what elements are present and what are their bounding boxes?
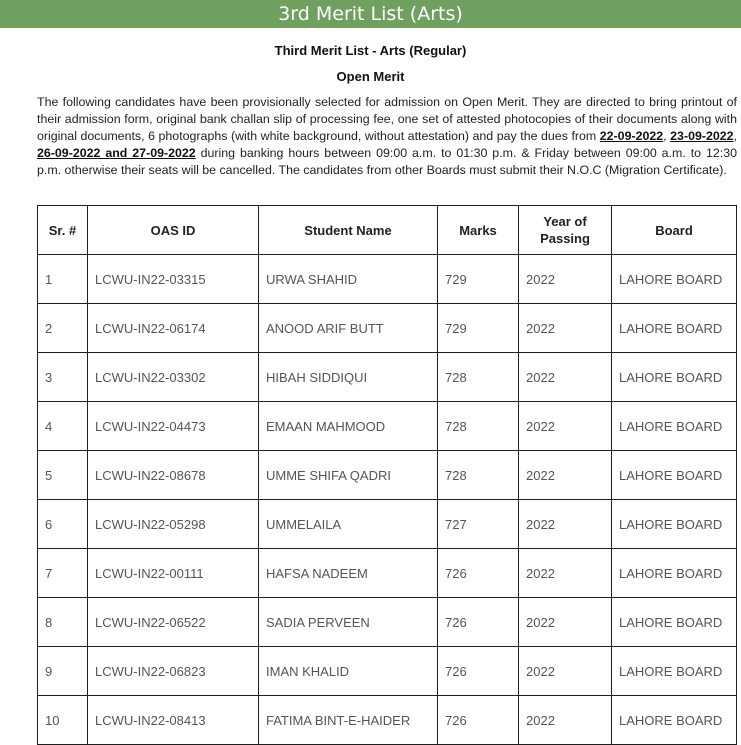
cell-board: LAHORE BOARD [612,255,737,304]
column-header-oas-id: OAS ID [88,206,259,255]
cell-sr: 6 [38,500,88,549]
cell-oas-id: LCWU-IN22-06174 [88,304,259,353]
cell-year: 2022 [519,402,612,451]
cell-marks: 728 [438,402,519,451]
cell-year: 2022 [519,549,612,598]
merit-category-title: Open Merit [336,69,405,84]
cell-student-name: UMME SHIFA QADRI [259,451,438,500]
cell-board: LAHORE BOARD [612,451,737,500]
cell-board: LAHORE BOARD [612,402,737,451]
merit-list-title: Third Merit List - Arts (Regular) [274,43,467,58]
table-row [38,402,737,451]
cell-marks: 728 [438,353,519,402]
cell-marks: 729 [438,304,519,353]
cell-year: 2022 [519,451,612,500]
column-header-board: Board [612,206,737,255]
cell-oas-id: LCWU-IN22-03315 [88,255,259,304]
cell-student-name: FATIMA BINT-E-HAIDER [259,696,438,745]
dues-date-1: 22-09-2022 [599,129,664,143]
cell-student-name: HIBAH SIDDIQUI [259,353,438,402]
cell-marks: 729 [438,255,519,304]
cell-board: LAHORE BOARD [612,500,737,549]
cell-marks: 728 [438,451,519,500]
column-header-year-of-passing: Year of Passing [519,206,612,255]
column-header-sr: Sr. # [38,206,88,255]
table-row [38,255,737,304]
cell-student-name: EMAAN MAHMOOD [259,402,438,451]
dues-date-3: 26-09-2022 and 27-09-2022 [37,146,196,160]
page-banner-title: 3rd Merit List (Arts) [0,0,741,28]
cell-marks: 726 [438,647,519,696]
table-row [38,549,737,598]
column-header-student-name: Student Name [259,206,438,255]
instructions-text-end: during banking hours between 09:00 a.m. to 01:30 p.m. & Friday between 09:00 a.m. to 12:30 p.m. otherwise their seats will be cancelled. The candidates from other Boards must submit their N.O.C (Migration Certificate). [37,146,737,177]
cell-oas-id: LCWU-IN22-06522 [88,598,259,647]
cell-board: LAHORE BOARD [612,696,737,745]
table-header-row [38,206,737,255]
cell-sr: 10 [38,696,88,745]
cell-student-name: SADIA PERVEEN [259,598,438,647]
cell-board: LAHORE BOARD [612,304,737,353]
dues-date-2: 23-09-2022 [670,129,734,143]
table-row [38,353,737,402]
cell-oas-id: LCWU-IN22-05298 [88,500,259,549]
table-row [38,451,737,500]
cell-sr: 3 [38,353,88,402]
cell-marks: 726 [438,598,519,647]
cell-year: 2022 [519,304,612,353]
cell-sr: 5 [38,451,88,500]
date-separator-1: , [663,129,671,143]
cell-year: 2022 [519,500,612,549]
cell-year: 2022 [519,255,612,304]
table-row [38,304,737,353]
column-header-marks: Marks [438,206,519,255]
table-row [38,647,737,696]
cell-student-name: ANOOD ARIF BUTT [259,304,438,353]
table-row [38,598,737,647]
cell-sr: 4 [38,402,88,451]
cell-sr: 7 [38,549,88,598]
cell-board: LAHORE BOARD [612,598,737,647]
cell-oas-id: LCWU-IN22-08678 [88,451,259,500]
cell-oas-id: LCWU-IN22-00111 [88,549,259,598]
cell-marks: 727 [438,500,519,549]
cell-sr: 8 [38,598,88,647]
cell-oas-id: LCWU-IN22-06823 [88,647,259,696]
cell-student-name: HAFSA NADEEM [259,549,438,598]
cell-oas-id: LCWU-IN22-08413 [88,696,259,745]
merit-table-body [38,255,737,745]
cell-board: LAHORE BOARD [612,353,737,402]
instructions-text-start: The following candidates have been provisionally selected for admission on Open Merit. They are directed to bring printout of their admission form, original bank challan slip of processing fee, one set of attested photocopies of their documents along with original documents, 6 photographs (with white background, without attestation) and pay the dues from [37,95,737,143]
cell-student-name: IMAN KHALID [259,647,438,696]
instructions-paragraph [37,94,737,179]
table-row [38,696,737,745]
cell-sr: 1 [38,255,88,304]
cell-year: 2022 [519,647,612,696]
cell-oas-id: LCWU-IN22-04473 [88,402,259,451]
cell-year: 2022 [519,696,612,745]
cell-oas-id: LCWU-IN22-03302 [88,353,259,402]
cell-year: 2022 [519,353,612,402]
cell-board: LAHORE BOARD [612,549,737,598]
cell-marks: 726 [438,549,519,598]
merit-list-table [37,205,737,745]
cell-marks: 726 [438,696,519,745]
cell-year: 2022 [519,598,612,647]
cell-student-name: URWA SHAHID [259,255,438,304]
cell-student-name: UMMELAILA [259,500,438,549]
table-row [38,500,737,549]
cell-sr: 9 [38,647,88,696]
cell-sr: 2 [38,304,88,353]
cell-board: LAHORE BOARD [612,647,737,696]
date-separator-2: , [733,129,737,143]
